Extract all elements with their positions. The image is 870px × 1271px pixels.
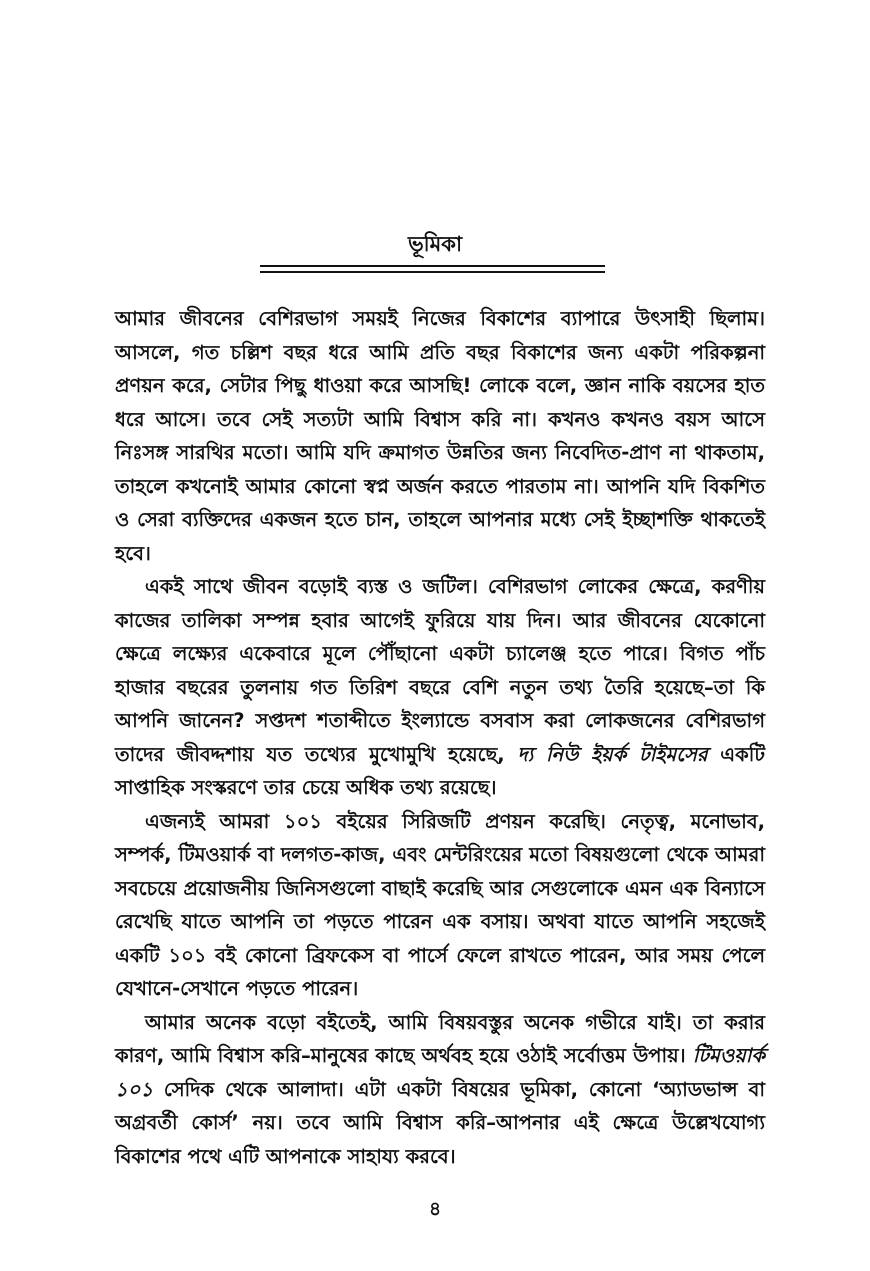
- title-underline-top: [260, 265, 605, 267]
- paragraph-text: আমার অনেক বড়ো বইতেই, আমি বিষয়বস্তুর অনেক গভীরে যাই। তা করার কারণ, আমি বিশ্বাস করি–মানুষের কাছে অর্থবহ হয়ে ওঠাই সর্বোত্তম উপায়।: [115, 1010, 765, 1067]
- paragraph-1: [115, 302, 765, 570]
- paragraph-text: একই সাথে জীবন বড়োই ব্যস্ত ও জটিল। বেশিরভাগ লোকের ক্ষেত্রে, করণীয় কাজের তালিকা সম্পন্ন হবার আগেই ফুরিয়ে যায় দিন। আর জীবনের যেকোনো ক্ষেত্রে লক্ষ্যের একেবারে মূলে পৌঁছানো একটা চ্যালেঞ্জ হতে পারে। বিগত পাঁচ হাজার বছরের তুলনায় গত তিরিশ বছরে বেশি নতুন তথ্য তৈরি হয়েছে–তা কি আপনি জানেন? সপ্তদশ শতাব্দীতে ইংল্যান্ডে বসবাস করা লোকজনের বেশিরভাগ তাদের জীবদ্দশায় যত তথ্যের মুখোমুখি হয়েছে,: [115, 575, 765, 766]
- page-title: ভূমিকা: [407, 232, 463, 256]
- title-underline-bottom: [260, 271, 605, 273]
- book-title: টিমওয়ার্ক ১০১: [115, 1044, 765, 1101]
- paragraph-4: [115, 1006, 765, 1174]
- paragraph-text: আমার জীবনের বেশিরভাগ সময়ই নিজের বিকাশের ব্যাপারে উৎসাহী ছিলাম। আসলে, গত চল্লিশ বছর ধরে আমি প্রতি বছর বিকাশের জন্য একটা পরিকল্পনা প্রণয়ন করে, সেটার পিছু ধাওয়া করে আসছি! লোকে বলে, জ্ঞান নাকি বয়সের হাত ধরে আসে। তবে সেই সত্যটা আমি বিশ্বাস করি না। কখনও কখনও বয়স আসে নিঃসঙ্গ সারথির মতো। আমি যদি ক্রমাগত উন্নতির জন্য নিবেদিত-প্রাণ না থাকতাম, তাহলে কখনোই আমার কোনো স্বপ্ন অর্জন করতে পারতাম না। আপনি যদি বিকশিত ও সেরা ব্যক্তিদের একজন হতে চান, তাহলে আপনার মধ্যে সেই ইচ্ছাশক্তি থাকতেই হবে।: [115, 307, 765, 565]
- paragraph-text: সেদিক থেকে আলাদা। এটা একটা বিষয়ের ভূমিকা, কোনো ‘অ্যাডভান্স বা অগ্রবর্তী কোর্স’ নয়। তবে আমি বিশ্বাস করি–আপনার এই ক্ষেত্রে উল্লেখযোগ্য বিকাশের পথে এটি আপনাকে সাহায্য করবে।: [115, 1077, 765, 1168]
- paragraph-text: এজন্যই আমরা ১০১ বইয়ের সিরিজটি প্রণয়ন করেছি। নেতৃত্ব, মনোভাব, সম্পর্ক, টিমওয়ার্ক বা দলগত-কাজ, এবং মেন্টরিংয়ের মতো বিষয়গুলো থেকে আমরা সবচেয়ে প্রয়োজনীয় জিনিসগুলো বাছাই করেছি আর সেগুলোকে এমন এক বিন্যাসে রেখেছি যাতে আপনি তা পড়তে পারেন এক বসায়। অথবা যাতে আপনি সহজেই একটি ১০১ বই কোনো ব্রিফকেস বা পার্সে ফেলে রাখতে পারেন, আর সময় পেলে যেখানে-সেখানে পড়তে পারেন।: [115, 809, 765, 1000]
- paragraph-2: [115, 570, 765, 805]
- paragraph-3: [115, 805, 765, 1006]
- page-number: ৪: [428, 1198, 442, 1220]
- newspaper-title: দ্য নিউ ইয়র্ক টাইমসের: [517, 742, 708, 766]
- paragraph-text: একটি সাপ্তাহিক সংস্করণে তার চেয়ে অধিক তথ্য রয়েছে।: [115, 742, 765, 799]
- body-text: [115, 302, 765, 1173]
